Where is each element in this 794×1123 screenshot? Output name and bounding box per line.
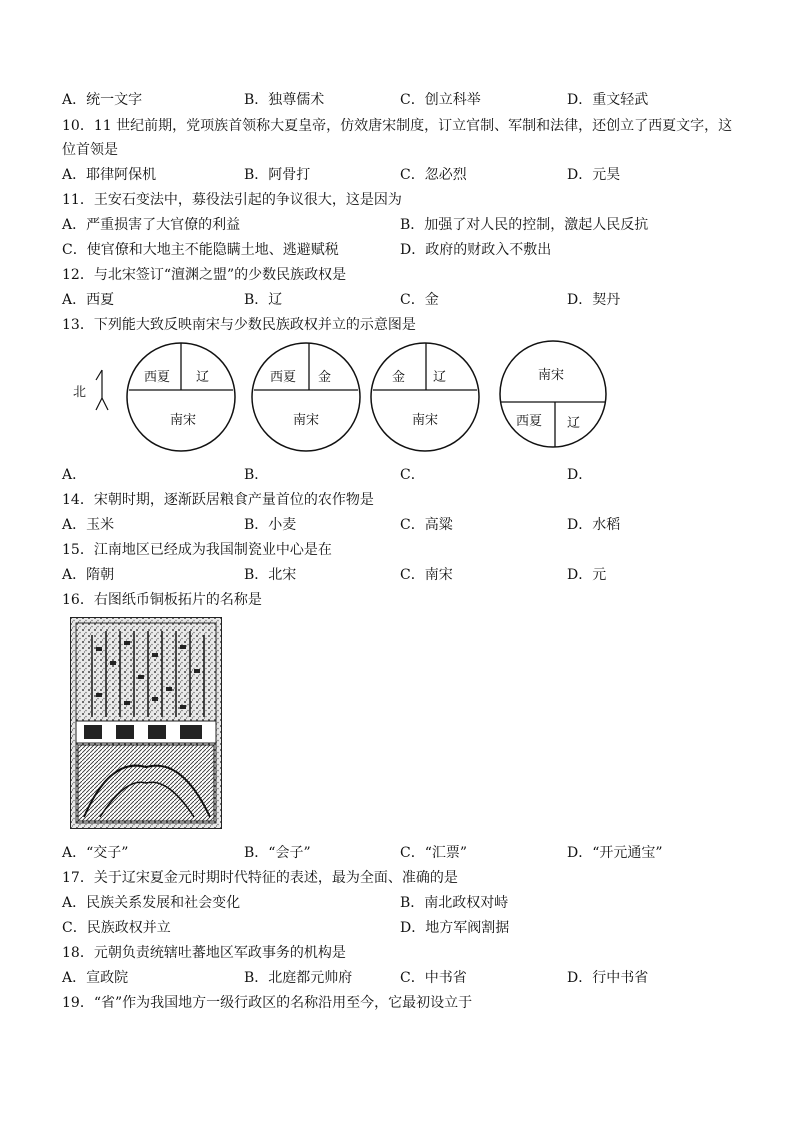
diagram-a-top-left: 西夏 bbox=[144, 370, 171, 385]
diagram-d-bottom-right: 辽 bbox=[567, 416, 581, 431]
q18-option-d: D．行中书省 bbox=[567, 970, 649, 986]
q15-option-c: C．南宋 bbox=[400, 567, 453, 583]
diagram-d-top: 南宋 bbox=[538, 368, 565, 383]
q11-stem: 11．王安石变法中，募役法引起的争议很大，这是因为 bbox=[62, 192, 402, 208]
q18-option-c: C．中书省 bbox=[400, 970, 467, 986]
q17-option-d: D．地方军阀割据 bbox=[400, 920, 510, 936]
q13-option-d: D． bbox=[567, 467, 593, 483]
q18-option-a: A．宣政院 bbox=[62, 970, 129, 986]
q9-option-c: C．创立科举 bbox=[400, 92, 481, 108]
q13-stem: 13．下列能大致反映南宋与少数民族政权并立的示意图是 bbox=[62, 317, 416, 333]
q13-diagrams bbox=[60, 340, 620, 460]
q9-option-d: D．重文轻武 bbox=[567, 92, 649, 108]
q16-stem: 16．右图纸币铜板拓片的名称是 bbox=[62, 592, 262, 608]
q14-option-c: C．高粱 bbox=[400, 517, 453, 533]
q13-option-c: C． bbox=[400, 467, 425, 483]
q11-option-b: B．加强了对人民的控制，激起人民反抗 bbox=[400, 217, 649, 233]
diagram-d-bottom-left: 西夏 bbox=[516, 414, 543, 429]
q10-option-b: B．阿骨打 bbox=[244, 167, 311, 183]
q10-stem-line2: 位首领是 bbox=[62, 142, 118, 158]
q10-option-a: A．耶律阿保机 bbox=[62, 167, 157, 183]
diagram-d bbox=[500, 341, 606, 447]
q11-option-d: D．政府的财政入不敷出 bbox=[400, 242, 552, 258]
q9-option-b: B．独尊儒术 bbox=[244, 92, 325, 108]
q16-option-c: C．“汇票” bbox=[400, 845, 468, 861]
north-arrow-icon bbox=[73, 370, 108, 410]
q14-option-d: D．水稻 bbox=[567, 517, 621, 533]
q11-option-a: A．严重损害了大官僚的利益 bbox=[62, 217, 241, 233]
q16-option-d: D．“开元通宝” bbox=[567, 845, 663, 861]
q12-option-d: D．契丹 bbox=[567, 292, 621, 308]
q13-option-b: B． bbox=[244, 467, 269, 483]
q19-stem: 19．“省”作为我国地方一级行政区的名称沿用至今，它最初设立于 bbox=[62, 995, 473, 1011]
q11-option-c: C．使官僚和大地主不能隐瞒土地、逃避赋税 bbox=[62, 242, 339, 258]
q12-option-c: C．金 bbox=[400, 292, 439, 308]
q15-option-b: B．北宋 bbox=[244, 567, 297, 583]
diagram-b-top-left: 西夏 bbox=[270, 370, 297, 385]
q12-stem: 12．与北宋签订“澶渊之盟”的少数民族政权是 bbox=[62, 267, 347, 283]
diagram-c-top-right: 辽 bbox=[433, 370, 447, 385]
q17-option-a: A．民族关系发展和社会变化 bbox=[62, 895, 241, 911]
diagram-a-top-right: 辽 bbox=[196, 370, 210, 385]
q15-stem: 15．江南地区已经成为我国制瓷业中心是在 bbox=[62, 542, 332, 558]
q17-option-c: C．民族政权并立 bbox=[62, 920, 171, 936]
q12-option-b: B．辽 bbox=[244, 292, 283, 308]
q17-stem: 17．关于辽宋夏金元时期时代特征的表述，最为全面、准确的是 bbox=[62, 870, 458, 886]
q16-option-b: B．“会子” bbox=[244, 845, 311, 861]
diagram-a-bottom: 南宋 bbox=[170, 413, 197, 428]
q17-option-b: B．南北政权对峙 bbox=[400, 895, 509, 911]
q10-stem-line1: 10．11 世纪前期，党项族首领称大夏皇帝，仿效唐宋制度，订立官制、军制和法律，还创立了西夏文字，这 bbox=[62, 118, 733, 134]
q16-option-a: A．“交子” bbox=[62, 845, 129, 861]
diagram-b-top-right: 金 bbox=[318, 370, 332, 385]
north-label: 北 bbox=[73, 385, 87, 400]
q18-option-b: B．北庭都元帅府 bbox=[244, 970, 353, 986]
q15-option-a: A．隋朝 bbox=[62, 567, 115, 583]
diagram-c bbox=[371, 343, 479, 451]
q10-option-d: D．元昊 bbox=[567, 167, 621, 183]
q9-option-a: A．统一文字 bbox=[62, 92, 143, 108]
diagram-c-top-left: 金 bbox=[392, 370, 406, 385]
diagram-b bbox=[252, 343, 360, 451]
q13-option-a: A． bbox=[62, 467, 87, 483]
q10-option-c: C．忽必烈 bbox=[400, 167, 467, 183]
q12-option-a: A．西夏 bbox=[62, 292, 115, 308]
q14-option-b: B．小麦 bbox=[244, 517, 297, 533]
q18-stem: 18．元朝负责统辖吐蕃地区军政事务的机构是 bbox=[62, 945, 346, 961]
diagram-c-bottom: 南宋 bbox=[412, 413, 439, 428]
q15-option-d: D．元 bbox=[567, 567, 607, 583]
banknote-rubbing-image bbox=[70, 617, 222, 829]
q14-option-a: A．玉米 bbox=[62, 517, 115, 533]
diagram-a bbox=[127, 343, 235, 451]
diagram-b-bottom: 南宋 bbox=[293, 413, 320, 428]
q14-stem: 14．宋朝时期，逐渐跃居粮食产量首位的农作物是 bbox=[62, 492, 374, 508]
